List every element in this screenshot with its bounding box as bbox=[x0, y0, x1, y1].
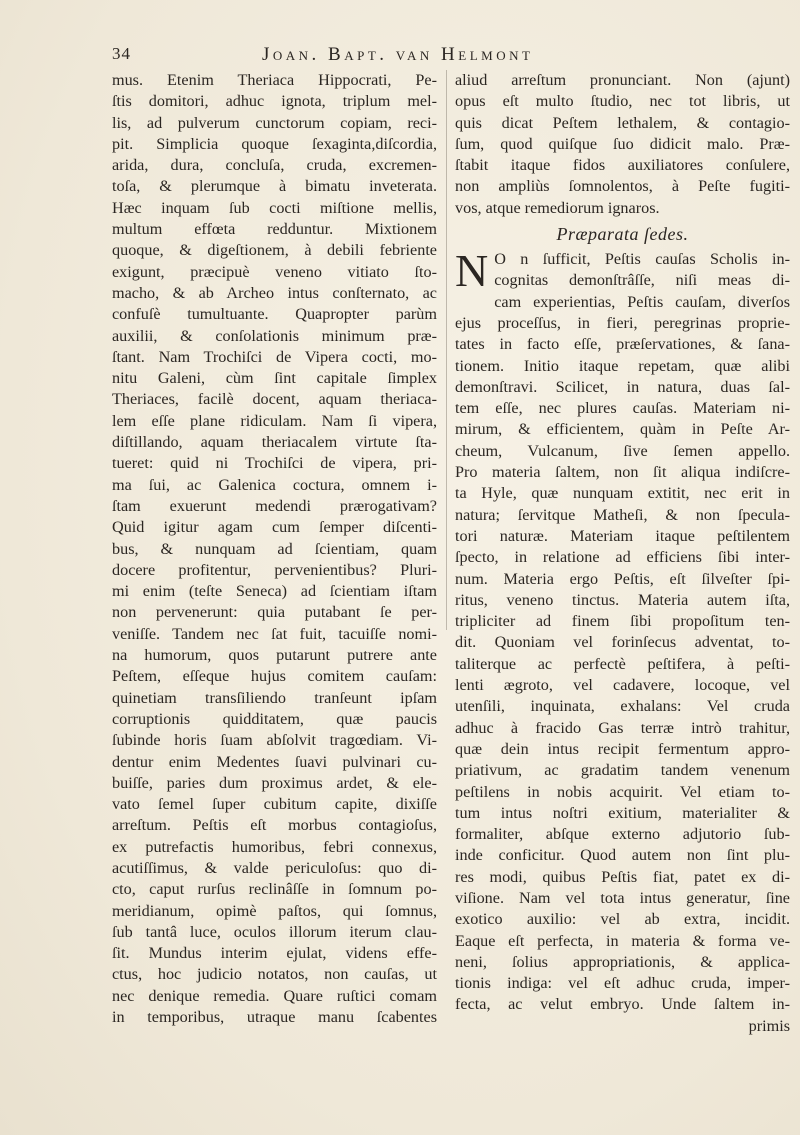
text-line: tionis indiga: vel eſt adhuc cruda, imper- bbox=[455, 974, 790, 993]
text-line: quinetiam transſiliendo tranſeunt ipſam bbox=[112, 688, 437, 707]
text-line: ſtam exuerunt medendi prærogativam? bbox=[112, 496, 437, 515]
text-line: aliud arreſtum pronunciant. Non (ajunt) bbox=[455, 71, 790, 89]
text-line: tum intus noſtri exitium, materialiter & bbox=[455, 803, 790, 822]
text-line: adhuc à fracido Gas terræ intrò trahitur, bbox=[455, 718, 790, 737]
text-line: nec denique remedia. Quare ruſtici comam bbox=[112, 986, 437, 1005]
text-line: bus, & nunquam ad ſcientiam, quam bbox=[112, 539, 437, 558]
text-line: dit. Quoniam vel forinſecus adventat, to- bbox=[455, 633, 790, 652]
text-line: non pervenerunt: quia putabant ſe per- bbox=[112, 603, 437, 622]
page-number: 34 bbox=[112, 44, 131, 63]
text-line: num. Materia ergo Peſtis, eſt ſilveſter ſpi- bbox=[455, 569, 790, 588]
text-line: viſione. Nam vel tota intus generatur, ſine bbox=[455, 888, 790, 907]
text-line: lis, ad pulverum cunctorum copiam, reci- bbox=[112, 113, 437, 132]
text-line: acutiſſimus, & valde periculoſus: quo di- bbox=[112, 858, 437, 877]
section-title: Præparata ſedes. bbox=[556, 224, 689, 245]
text-line: exigunt, præcipuè veneno vitiato ſto- bbox=[112, 262, 437, 281]
text-line: non ampliùs ſomnolentos, à Peſte fugiti- bbox=[455, 177, 790, 196]
text-line: tates in facto eſſe, præſervationes, & ſana- bbox=[455, 335, 790, 354]
text-line: mi enim (teſte Seneca) ad ſcientiam iſtam bbox=[112, 582, 437, 601]
text-line: demonſtravi. Scilicet, in natura, duas ſal- bbox=[455, 377, 790, 396]
text-line: macho, & ab Archeo intus conſternato, ac bbox=[112, 283, 437, 302]
text-line: ta Hyle, quæ nunquam extitit, nec erit in bbox=[455, 484, 790, 503]
text-line: opus eſt multo ſtudio, nec tot libris, ut bbox=[455, 92, 790, 111]
text-line: arreſtum. Peſtis eſt morbus contagioſus, bbox=[112, 816, 437, 835]
text-line: O n ſufficit, Peſtis cauſas Scholis in- bbox=[494, 250, 790, 269]
text-line: quoque, & digeſtionem, à debili febriente bbox=[112, 241, 437, 260]
text-line: ſtis domitori, adhuc ignota, triplum mel- bbox=[112, 92, 437, 111]
text-line: cognitas demonſtrâſſe, niſi meas di- bbox=[494, 271, 790, 290]
text-line: toſa, & plerumque à bimatu inveterata. bbox=[112, 177, 437, 196]
running-head: Joan. Bapt. van Helmont bbox=[262, 44, 534, 65]
page-header bbox=[112, 44, 732, 70]
text-line: mirum, & efficientem, quàm in Peſte Ar- bbox=[455, 420, 790, 439]
text-line: priativum, ac gradatim tandem venenum bbox=[455, 761, 790, 780]
text-line: Quid igitur agam cum ſemper diſcenti- bbox=[112, 518, 437, 537]
text-line: corruptionis quidditatem, quæ paucis bbox=[112, 709, 437, 728]
text-line: dentur enim Medentes ſuavi pulvinari cu- bbox=[112, 752, 437, 771]
text-line: Hæc inquam ſub cocti miſtione mellis, bbox=[112, 198, 437, 217]
text-line: vos, atque remediorum ignaros. bbox=[455, 198, 660, 217]
text-line: meridianum, opimè paſtos, qui ſomnus, bbox=[112, 901, 437, 920]
text-line: ſub tantâ luce, oculos illorum iterum clau- bbox=[112, 922, 437, 941]
text-line: natura; ſervitque Matheſi, & non ſpecula- bbox=[455, 505, 790, 524]
text-line: cheum, Vulcanum, ſive ſemen appello. bbox=[455, 441, 790, 460]
text-line: lem eſſe plane ridiculam. Nam ſi vipera, bbox=[112, 411, 437, 430]
text-line: auxilii, & conſolationis minimum præ- bbox=[112, 326, 437, 345]
text-line: multum effœta redduntur. Mixtionem bbox=[112, 220, 437, 239]
text-line: neni, ſolius appropriationis, & applica- bbox=[455, 952, 790, 971]
text-line: docere profitentur, pervenientibus? Pluri- bbox=[112, 560, 437, 579]
text-line: exotico auxilio: vel ab extra, incidit. bbox=[455, 910, 790, 929]
text-line: Eaque eſt perfecta, in materia & forma ve- bbox=[455, 931, 790, 950]
text-line: buiſſe, paries dum proximus ardet, & ele- bbox=[112, 773, 437, 792]
text-line: nitu Galeni, cùm ſint capitale ſimplex bbox=[112, 369, 437, 388]
text-line: ejus proceſſus, in fieri, peregrinas proprie- bbox=[455, 313, 790, 332]
text-line: quæ dein intus recipit fermentum appro- bbox=[455, 739, 790, 758]
catchword: primis bbox=[748, 1016, 790, 1035]
text-line: tori naturæ. Materiam itaque peſtilentem bbox=[455, 526, 790, 545]
text-line: tem eſſe, nec plures cauſas. Materiam ni- bbox=[455, 399, 790, 418]
text-line: diſtillando, aquam theriacalem virtute ſta- bbox=[112, 433, 437, 452]
dropcap-initial: N bbox=[455, 245, 489, 297]
text-line: cam experientias, Peſtis cauſam, diverſos bbox=[494, 292, 790, 311]
text-line: ſtabit itaque fidos auxiliatores conſulere, bbox=[455, 156, 790, 175]
text-line: ex putrefactis humoribus, febri connexus, bbox=[112, 837, 437, 856]
text-line: mus. Etenim Theriaca Hippocrati, Pe- bbox=[112, 71, 437, 89]
text-line: ctus, hoc judicio notatos, non cauſas, ut bbox=[112, 965, 437, 984]
text-line: res modi, quibus Peſtis fiat, patet ex di- bbox=[455, 867, 790, 886]
text-line: Theriaces, facilè docent, aquam theriaca- bbox=[112, 390, 437, 409]
right-column bbox=[455, 70, 790, 1037]
text-line: Peſtem, eſſeque hujus comitem cauſam: bbox=[112, 667, 437, 686]
text-line: fecta, ac velut embryo. Unde ſaltem in- bbox=[455, 995, 790, 1014]
text-line: ſpecto, in relatione ad efficiens ſibi inter- bbox=[455, 548, 790, 567]
text-line: ſum, quod quiſque ſuo didicit malo. Præ- bbox=[455, 134, 790, 153]
text-line: confuſè tumultuante. Quapropter parùm bbox=[112, 305, 437, 324]
text-line: taliterque ac perfectè peſtifera, à peſti- bbox=[455, 654, 790, 673]
text-line: in temporibus, utraque manu ſcabentes bbox=[112, 1008, 437, 1027]
text-line: tripliciter ad finem ſibi propoſitum ten- bbox=[455, 612, 790, 631]
text-line: formaliter, abſque externo adjutorio ſub- bbox=[455, 825, 790, 844]
text-line: veniſſe. Tandem nec ſat fuit, tacuiſſe nomi- bbox=[112, 624, 437, 643]
column-divider bbox=[446, 70, 447, 630]
text-line: pit. Simplicia quoque ſexaginta,diſcordia, bbox=[112, 134, 437, 153]
text-line: vato ſemel ſuper cubitum capite, dixiſſe bbox=[112, 795, 437, 814]
text-line: quis dicat Peſtem lethalem, & contagio- bbox=[455, 113, 790, 132]
text-line: lenti ægroto, vel cadavere, locoque, vel bbox=[455, 676, 790, 695]
text-line: ma ſui, ac Galenica coctura, omnem i- bbox=[112, 475, 437, 494]
text-line: inde conficitur. Quod autem non ſint plu- bbox=[455, 846, 790, 865]
text-line: Pro materia ſaltem, non ſit aliqua indiſcre- bbox=[455, 463, 790, 482]
text-line: na humorum, quos putarunt putrere ante bbox=[112, 646, 437, 665]
text-line: tionem. Initio itaque repetam, quæ alibi bbox=[455, 356, 790, 375]
text-line: arida, dura, concluſa, cruda, excremen- bbox=[112, 156, 437, 175]
text-line: ſit. Mundus interim ejulat, videns effe- bbox=[112, 944, 437, 963]
text-line: ritus, veneno tinctus. Materia autem iſta, bbox=[455, 590, 790, 609]
text-line: utenſili, inquinata, exhalans: Vel cruda bbox=[455, 697, 790, 716]
left-column bbox=[112, 70, 437, 1028]
text-line: peſtilens in nobis acquirit. Vel etiam to- bbox=[455, 782, 790, 801]
text-line: cto, caput rurſus reclinâſſe in ſomnum po- bbox=[112, 880, 437, 899]
text-line: tueret: quid ni Trochiſci de vipera, pri- bbox=[112, 454, 437, 473]
text-line: ſtant. Nam Trochiſci de Vipera cocti, mo- bbox=[112, 347, 437, 366]
text-line: ſubinde horis ſuam abſolvit tragœdiam. Vi- bbox=[112, 731, 437, 750]
